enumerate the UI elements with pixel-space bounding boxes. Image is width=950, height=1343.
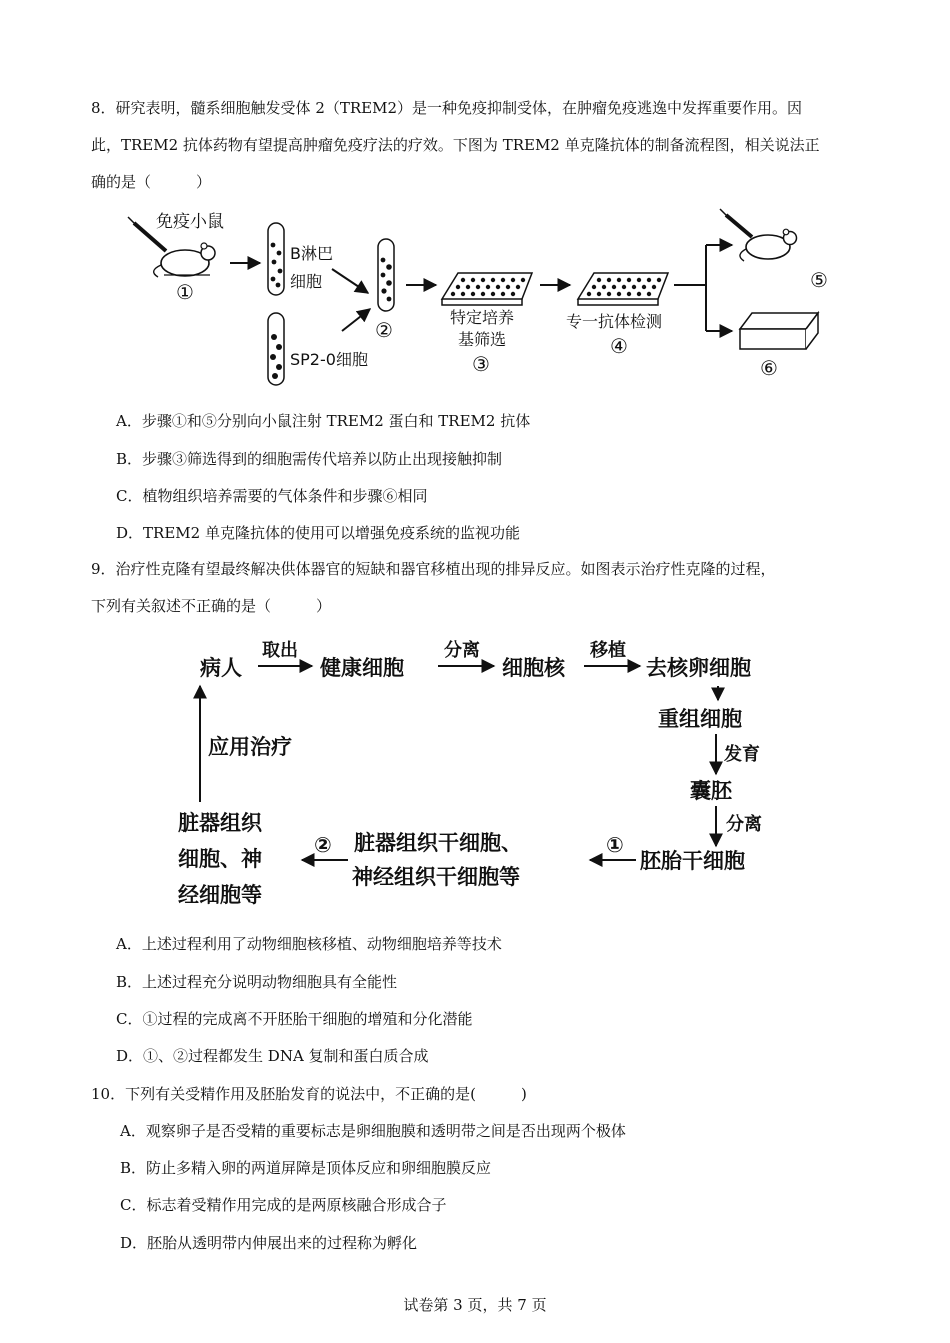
q9-option-d[interactable]: D．①、②过程都发生 DNA 复制和蛋白质合成 [116, 1047, 429, 1065]
step3-label: ③ [472, 352, 490, 376]
therapeutic-cloning-diagram [170, 630, 810, 920]
step1-label: ① [176, 280, 194, 304]
q9-option-a[interactable]: A．上述过程利用了动物细胞核移植、动物细胞培养等技术 [116, 935, 502, 953]
develop-label: 发育 [724, 744, 760, 765]
organ-cells-label-2: 细胞、神 [178, 847, 262, 871]
enucleated-egg-label: 去核卵细胞 [646, 656, 751, 680]
q10-option-d[interactable]: D．胚胎从透明带内伸展出来的过程称为孵化 [120, 1234, 418, 1252]
organ-cells-label-3: 经细胞等 [178, 883, 262, 907]
q9-stem-line: 9．治疗性克隆有望最终解决供体器官的短缺和器官移植出现的排异反应。如图表示治疗性克隆的过程， [91, 560, 776, 578]
question-10-stem: 10．下列有关受精作用及胚胎发育的说法中，不正确的是( ) [91, 1085, 527, 1103]
take-out-label: 取出 [262, 640, 298, 661]
healthy-cell-label: 健康细胞 [320, 656, 404, 680]
sp20-cell-tube [268, 313, 284, 385]
screen-label: 特定培养 [450, 308, 515, 327]
apply-treatment-label: 应用治疗 [208, 735, 292, 759]
q8-option-d[interactable]: D．TREM2 单克隆抗体的使用可以增强免疫系统的监视功能 [116, 524, 520, 542]
b-cell-label: B淋巴 [290, 244, 333, 263]
q8-stem-line: 此，TREM2 抗体药物有望提高肿瘤免疫疗法的疗效。下图为 TREM2 单克隆抗体的制备流程图，相关说法正 [91, 136, 820, 154]
stem-cells-label-2: 神经组织干细胞等 [352, 865, 520, 889]
q8-stem-line: 8．研究表明，髓系细胞触发受体 2（TREM2）是一种免疫抑制受体，在肿瘤免疫逃逸中发挥重要作用。因 [91, 99, 803, 117]
q10-option-a[interactable]: A．观察卵子是否受精的重要标志是卵细胞膜和透明带之间是否出现两个极体 [120, 1122, 626, 1140]
culture-flask [740, 313, 818, 349]
step-mark-2: ② [314, 833, 332, 857]
separate-label: 分离 [444, 640, 480, 661]
q8-option-c[interactable]: C．植物组织培养需要的气体条件和步骤⑥相同 [116, 487, 428, 505]
culture-plate [442, 273, 532, 305]
patient-label: 病人 [200, 656, 242, 680]
q8-option-a[interactable]: A．步骤①和⑤分别向小鼠注射 TREM2 蛋白和 TREM2 抗体 [116, 412, 531, 430]
q9-option-c[interactable]: C．①过程的完成离不开胚胎干细胞的增殖和分化潜能 [116, 1010, 473, 1028]
q8-stem-line: 确的是（ ） [91, 173, 212, 191]
blastocyst-label: 囊胚 [690, 779, 732, 803]
detect-label: 专一抗体检测 [566, 312, 663, 331]
step-mark-1: ① [606, 833, 624, 857]
organ-cells-label: 脏器组织 [178, 811, 262, 835]
b-cell-tube [268, 223, 284, 295]
recombined-cell-label: 重组细胞 [658, 707, 742, 731]
q8-option-b[interactable]: B．步骤③筛选得到的细胞需传代培养以防止出现接触抑制 [116, 450, 503, 468]
monoclonal-antibody-flowchart [120, 205, 840, 395]
detection-plate [578, 273, 668, 305]
immune-mouse-label: 免疫小鼠 [156, 212, 224, 232]
separate-label-2: 分离 [726, 814, 762, 835]
question-8-stem [91, 90, 890, 201]
q10-option-b[interactable]: B．防止多精入卵的两道屏障是顶体反应和卵细胞膜反应 [120, 1159, 492, 1177]
step4-label: ④ [610, 334, 628, 358]
fusion-tube [378, 239, 394, 311]
screen-label-2: 基筛选 [458, 330, 507, 349]
transplant-label: 移植 [590, 640, 626, 661]
q10-option-c[interactable]: C．标志着受精作用完成的是两原核融合形成合子 [120, 1196, 447, 1214]
q9-option-b[interactable]: B．上述过程充分说明动物细胞具有全能性 [116, 973, 398, 991]
step5-label: ⑤ [810, 268, 828, 292]
step2-label: ② [375, 318, 393, 342]
es-cell-label: 胚胎干细胞 [640, 849, 745, 873]
page-footer: 试卷第 3 页，共 7 页 [403, 1296, 547, 1314]
b-cell-label-2: 细胞 [290, 272, 323, 291]
syringe-icon [720, 209, 752, 237]
q9-stem-line: 下列有关叙述不正确的是（ ） [91, 597, 332, 615]
sp20-label: SP2-0细胞 [290, 350, 368, 369]
nucleus-label: 细胞核 [502, 656, 565, 680]
step6-label: ⑥ [760, 356, 778, 380]
question-9-stem [91, 551, 890, 625]
stem-cells-label: 脏器组织干细胞、 [354, 831, 522, 855]
